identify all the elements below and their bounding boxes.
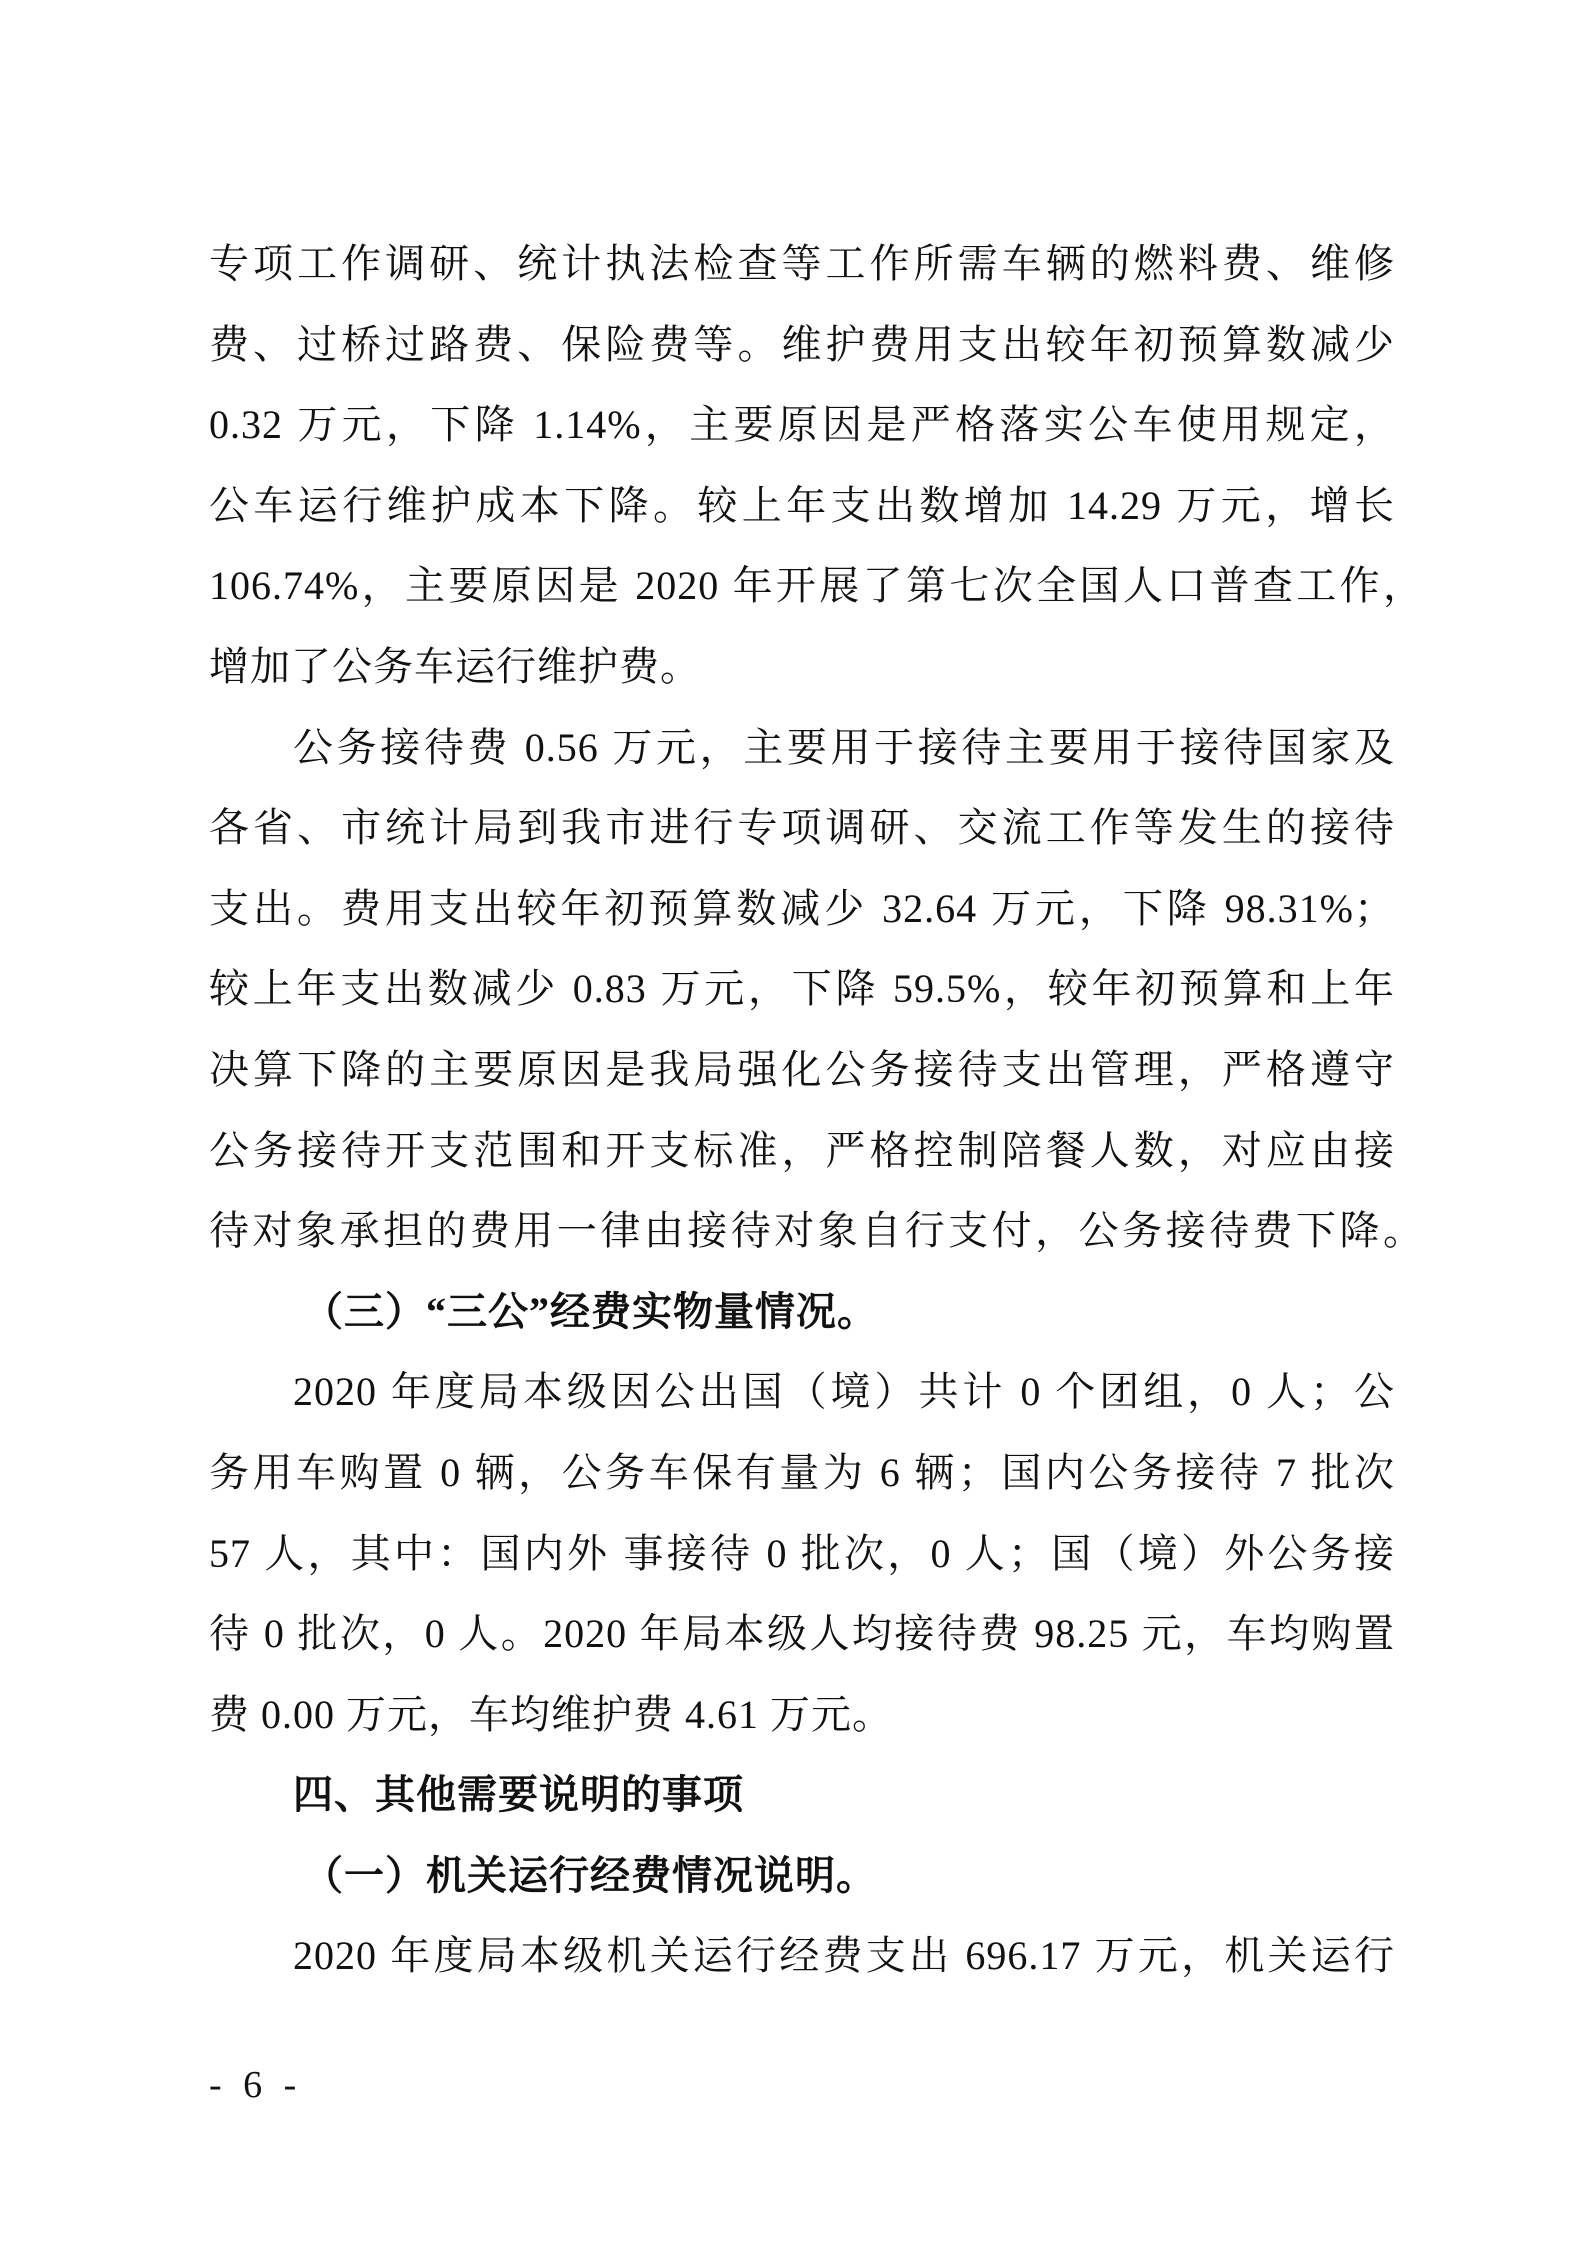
paragraph-line: 决算下降的主要原因是我局强化公务接待支出管理，严格遵守 xyxy=(209,1046,1395,1092)
page-number: - 6 - xyxy=(209,2064,303,2106)
paragraph-line: 57 人，其中：国内外 事接待 0 批次，0 人；国（境）外公务接 xyxy=(209,1530,1395,1576)
subheading-3: （三）“三公”经费实物量情况。 xyxy=(303,1288,878,1334)
paragraph-line: 较上年支出数减少 0.83 万元，下降 59.5%，较年初预算和上年 xyxy=(209,966,1395,1012)
paragraph-line: 务用车购置 0 辆，公务车保有量为 6 辆；国内公务接待 7 批次 xyxy=(209,1449,1395,1495)
paragraph-line: 2020 年度局本级机关运行经费支出 696.17 万元，机关运行 xyxy=(293,1933,1395,1979)
paragraph-line: 专项工作调研、统计执法检查等工作所需车辆的燃料费、维修 xyxy=(209,241,1395,286)
document-body xyxy=(209,224,1424,1997)
paragraph-line: 2020 年度局本级因公出国（境）共计 0 个团组，0 人；公 xyxy=(293,1369,1395,1415)
paragraph-line: 0.32 万元，下降 1.14%，主要原因是严格落实公车使用规定， xyxy=(209,402,1395,448)
paragraph-line: 106.74%，主要原因是 2020 年开展了第七次全国人口普查工作， xyxy=(209,563,1424,609)
paragraph-line: 增加了公务车运行维护费。 xyxy=(209,643,701,689)
paragraph-line: 公车运行维护成本下降。较上年支出数增加 14.29 万元，增长 xyxy=(209,482,1395,528)
section-heading-4: 四、其他需要说明的事项 xyxy=(293,1772,744,1818)
subheading-4-1: （一）机关运行经费情况说明。 xyxy=(303,1852,877,1898)
paragraph-line: 待 0 批次，0 人。2020 年局本级人均接待费 98.25 元，车均购置 xyxy=(209,1611,1395,1657)
paragraph-line: 支出。费用支出较年初预算数减少 32.64 万元，下降 98.31%； xyxy=(209,885,1395,931)
paragraph-line: 各省、市统计局到我市进行专项调研、交流工作等发生的接待 xyxy=(209,805,1395,851)
paragraph-line: 费 0.00 万元，车均维护费 4.61 万元。 xyxy=(209,1691,893,1737)
paragraph-line: 公务接待费 0.56 万元，主要用于接待主要用于接待国家及 xyxy=(293,724,1395,770)
paragraph-line: 待对象承担的费用一律由接待对象自行支付，公务接待费下降。 xyxy=(209,1208,1424,1254)
paragraph-line: 公务接待开支范围和开支标准，严格控制陪餐人数，对应由接 xyxy=(209,1127,1395,1173)
paragraph-line: 费、过桥过路费、保险费等。维护费用支出较年初预算数减少 xyxy=(209,321,1395,367)
